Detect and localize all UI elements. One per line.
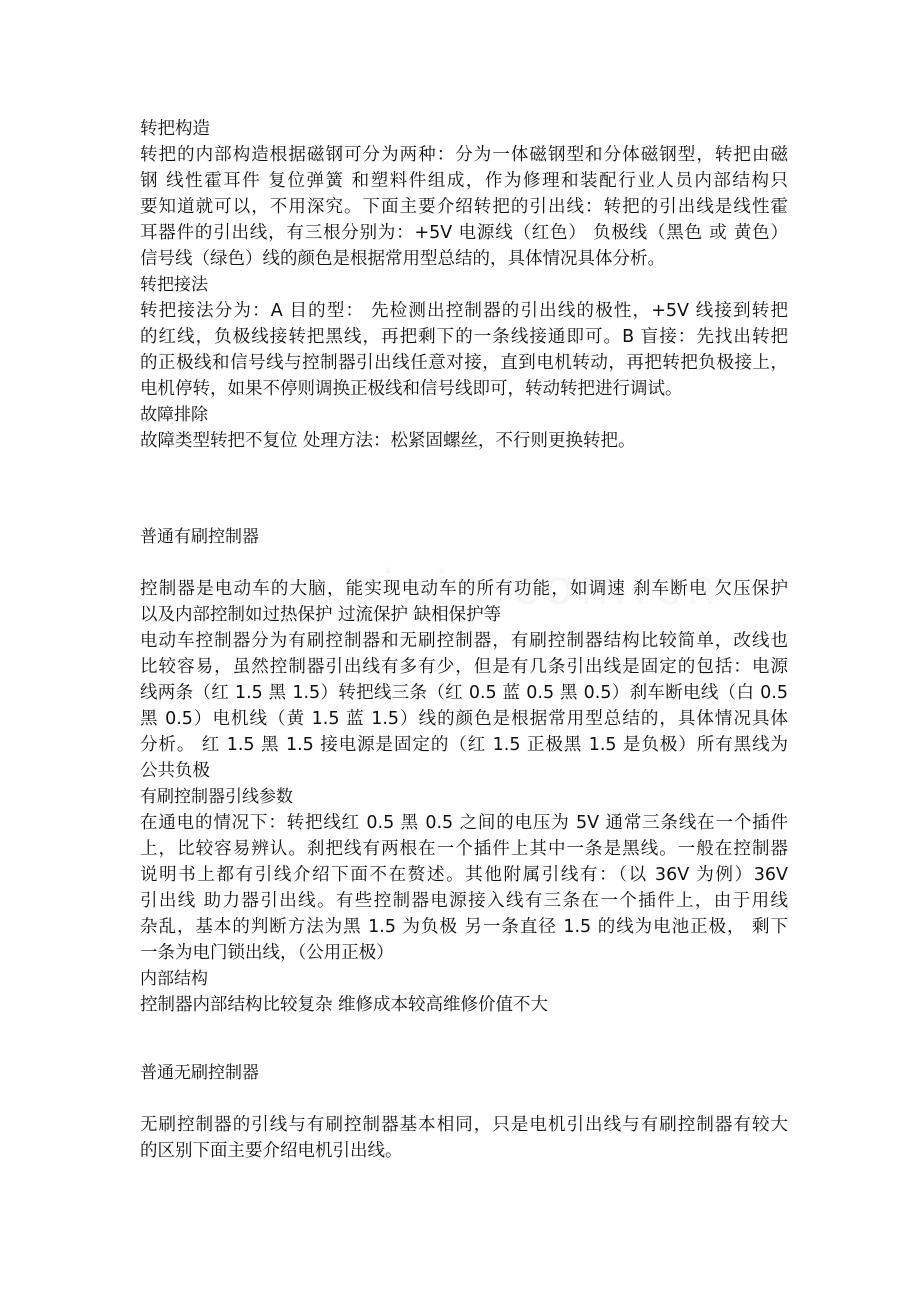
paragraph-line: 分析。 红 1.5 黑 1.5 接电源是固定的（红 1.5 正极黑 1.5 是负极）所有黑线为: [140, 735, 788, 755]
paragraph-line: 控制器内部结构比较复杂 维修成本较高维修价值不大: [140, 995, 549, 1015]
paragraph-line: 上，比较容易辨认。刹把线有两根在一个插件上其中一条是黑线。一般在控制器: [140, 839, 788, 859]
spacer: [140, 1018, 788, 1046]
paragraph-line: 在通电的情况下：转把线红 0.5 黑 0.5 之间的电压为 5V 通常三条线在一个插件: [140, 813, 788, 833]
paragraph-line: 引出线 助力器引出线。有些控制器电源接入线有三条在一个插件上，由于用线: [140, 891, 788, 911]
paragraph-line: 故障类型转把不复位 处理方法：松紧固螺丝，不行则更换转把。: [140, 431, 636, 451]
paragraph-line: 公共负极: [140, 761, 210, 781]
paragraph-line: 钢 线性霍耳件 复位弹簧 和塑料件组成，作为修理和装配行业人员内部结构只: [140, 171, 788, 191]
paragraph-line: 比较容易，虽然控制器引出线有多有少，但是有几条引出线是固定的包括：电源: [140, 657, 788, 677]
document-page: [140, 116, 788, 1164]
paragraph-line: 控制器是电动车的大脑，能实现电动车的所有功能，如调速 刹车断电 欠压保护: [140, 579, 788, 599]
section-title-handle-wiring: 转把接法: [140, 275, 208, 295]
paragraph-brushless-controller: [140, 1112, 788, 1164]
paragraph-line: 线两条（红 1.5 黑 1.5）转把线三条（红 0.5 蓝 0.5 黑 0.5）刹车断电线（白 0.5: [140, 683, 788, 703]
paragraph-brushed-lead-params: [140, 810, 788, 966]
spacer: [140, 1086, 788, 1112]
paragraph-line: 的区别下面主要介绍电机引出线。: [140, 1141, 403, 1161]
paragraph-troubleshooting: [140, 428, 788, 454]
paragraph-line: 耳器件的引出线，有三根分别为：+5V 电源线（红色） 负极线（黑色 或 黄色）: [140, 223, 788, 243]
section-title-brushed-lead-params: 有刷控制器引线参数: [140, 787, 293, 807]
paragraph-line: 说明书上都有引线介绍下面不在赘述。其他附属引线有：（以 36V 为例）36V: [140, 865, 788, 885]
paragraph-line: 一条为电门锁出线，（公用正极）: [140, 943, 394, 963]
paragraph-line: 杂乱，基本的判断方法为黑 1.5 为负极 另一条直径 1.5 的线为电池正极， 剩下: [140, 917, 788, 937]
section-title-troubleshooting: 故障排除: [140, 405, 208, 425]
paragraph-line: 的正极线和信号线与控制器引出线任意对接，直到电机转动，再把转把负极接上，: [140, 353, 788, 373]
paragraph-line: 电动车控制器分为有刷控制器和无刷控制器，有刷控制器结构比较简单，改线也: [140, 631, 788, 651]
section-title-handle-structure: 转把构造: [140, 119, 210, 139]
paragraph-line: 黑 0.5）电机线（黄 1.5 蓝 1.5）线的颜色是根据常用型总结的，具体情况具体: [140, 709, 788, 729]
section-title-internal-structure: 内部结构: [140, 969, 208, 989]
spacer: [140, 454, 788, 524]
section-title-brushed-controller: 普通有刷控制器: [140, 527, 259, 547]
paragraph-line: 电机停转，如果不停则调换正极线和信号线即可，转动转把进行调试。: [140, 379, 683, 399]
paragraph-line: 转把接法分为：A 目的型： 先检测出控制器的引出线的极性，+5V 线接到转把: [140, 301, 788, 321]
paragraph-line: 要知道就可以，不用深究。下面主要介绍转把的引出线：转把的引出线是线性霍: [140, 197, 788, 217]
spacer: [140, 550, 788, 576]
paragraph-line: 转把的内部构造根据磁钢可分为两种：分为一体磁钢型和分体磁钢型，转把由磁: [140, 145, 788, 165]
paragraph-line: 无刷控制器的引线与有刷控制器基本相同，只是电机引出线与有刷控制器有较大: [140, 1115, 788, 1135]
paragraph-internal-structure: [140, 992, 788, 1018]
paragraph-line: 信号线（绿色）线的颜色是根据常用型总结的，具体情况具体分析。: [140, 249, 665, 269]
paragraph-handle-wiring: [140, 298, 788, 402]
section-title-brushless-controller: 普通无刷控制器: [140, 1063, 259, 1083]
paragraph-line: 以及内部控制如过热保护 过流保护 缺相保护等: [140, 605, 502, 625]
paragraph-handle-structure: [140, 142, 788, 272]
paragraph-line: 的红线，负极线接转把黑线，再把剩下的一条线接通即可。B 盲接：先找出转把: [140, 327, 788, 347]
paragraph-brushed-controller: [140, 576, 788, 784]
spacer: [140, 1046, 788, 1060]
